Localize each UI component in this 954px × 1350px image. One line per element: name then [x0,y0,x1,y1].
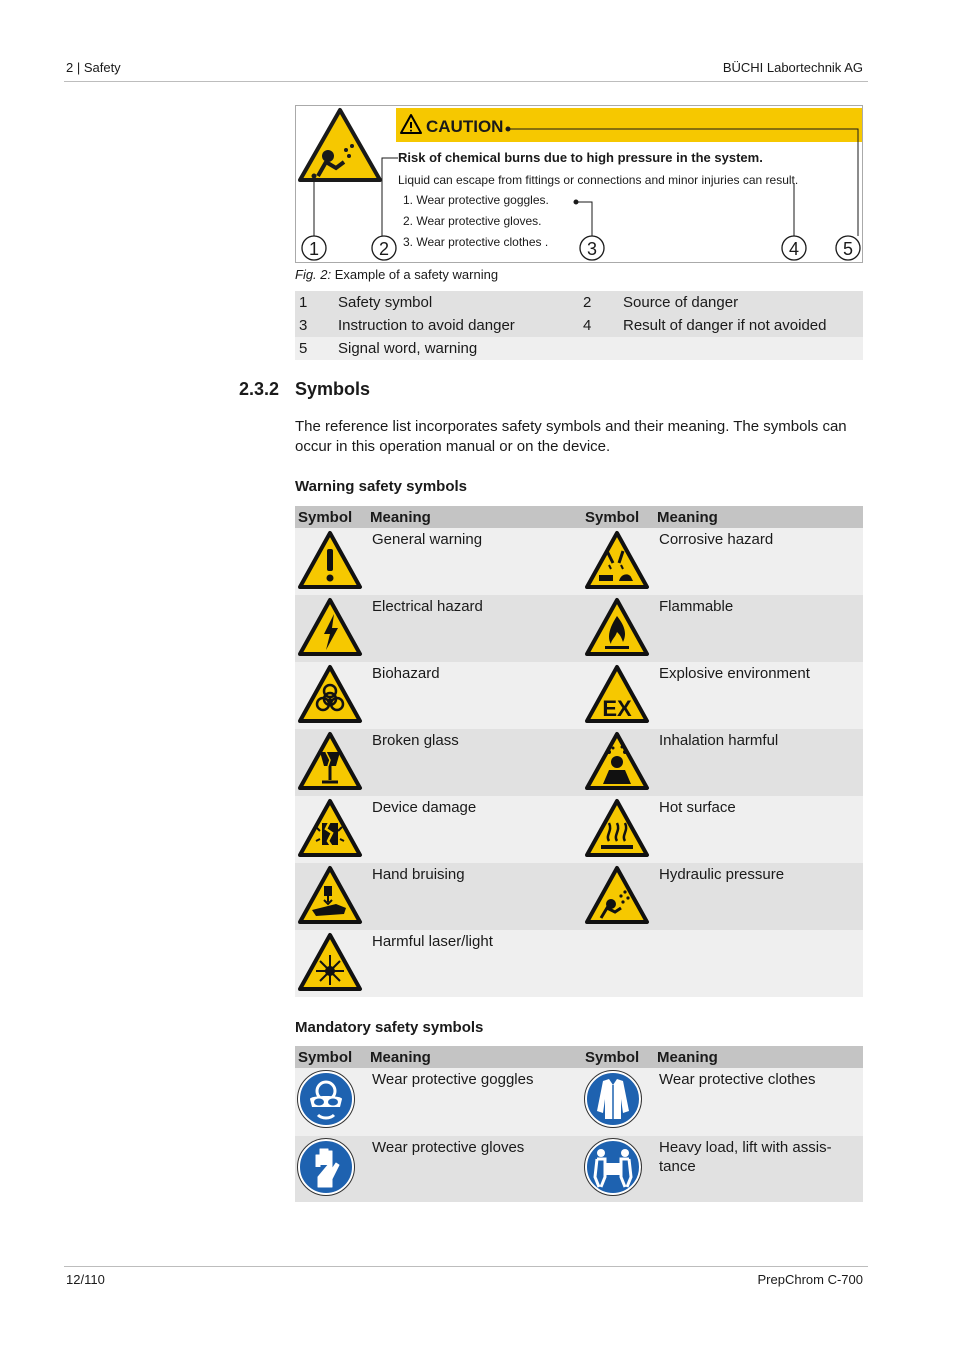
table-row [295,528,863,595]
legend-text: Signal word, warning [334,337,579,360]
figure-danger-line: Risk of chemical burns due to high pressure in the system. [398,150,763,165]
legend-text: Instruction to avoid danger [334,314,579,337]
page-number: 12/110 [66,1272,105,1287]
legend-text [619,337,863,360]
col-meaning: Meaning [367,1046,582,1068]
device-damage-icon [296,846,364,863]
col-symbol: Symbol [295,1046,367,1068]
safety-warning-figure [295,105,863,263]
symbol-cell [582,930,654,997]
meaning-cell: Hydraulic pressure [654,863,863,930]
legend-row [295,337,863,360]
legend-number: 4 [579,314,619,337]
hot-surface-icon [583,846,651,863]
meaning-cell: General warning [367,528,582,595]
table-row [295,729,863,796]
symbol-cell [295,662,367,729]
meaning-cell [654,930,863,997]
meaning-cell: Inhalation harmful [654,729,863,796]
table-header-row [295,506,863,528]
meaning-cell: Broken glass [367,729,582,796]
symbol-cell [582,528,654,595]
symbol-cell [295,1068,367,1136]
col-symbol: Symbol [582,1046,654,1068]
mandatory-symbols-heading: Mandatory safety symbols [295,1019,484,1036]
warning-symbols-table [295,506,863,997]
symbol-cell [582,729,654,796]
symbol-cell [295,863,367,930]
callout-1: 1 [308,239,320,259]
header-rule [64,81,868,82]
legend-text: Result of danger if not avoided [619,314,863,337]
symbol-cell [582,595,654,662]
laser-icon [296,980,364,997]
product-name: PrepChrom C-700 [757,1272,863,1287]
meaning-cell: Electrical hazard [367,595,582,662]
table-header-row [295,1046,863,1068]
figure-step-3: 3. Wear protective clothes . [403,235,549,249]
symbol-cell [295,528,367,595]
meaning-cell: Harmful laser/light [367,930,582,997]
ex-icon [583,696,651,729]
caption-text: Example of a safety warning [331,267,499,282]
legend-number: 1 [295,291,334,314]
legend-number: 3 [295,314,334,337]
callout-5: 5 [842,239,854,259]
meaning-cell: Flammable [654,595,863,662]
col-symbol: Symbol [295,506,367,528]
legend-row [295,291,863,314]
flame-icon [583,645,651,662]
section-number: 2.3.2 [239,379,280,399]
symbol-cell [582,863,654,930]
goggles-icon [296,1116,356,1133]
broken-glass-icon [296,779,364,796]
col-meaning: Meaning [654,1046,863,1068]
figure-caption [295,267,498,282]
symbol-cell [295,595,367,662]
meaning-cell: Wear protective clothes [654,1068,863,1136]
legend-text: Source of danger [619,291,863,314]
section-intro: The reference list incorporates safety symbols and their meaning. The symbols can occur in this operation manual or on the device. [295,418,847,455]
protective-clothes-icon [583,1116,643,1133]
meaning-cell: Corrosive hazard [654,528,863,595]
symbol-cell [295,1136,367,1202]
meaning-cell: Biohazard [367,662,582,729]
section-heading [239,379,370,400]
table-row [295,863,863,930]
legend-number [579,337,619,360]
mandatory-symbols-table [295,1046,863,1202]
figure-signal-word: CAUTION [426,117,504,136]
col-meaning: Meaning [367,506,582,528]
caption-prefix: Fig. 2: [295,267,332,282]
inhalation-icon [583,779,651,796]
meaning-cell: Device damage [367,796,582,863]
lightning-icon [296,645,364,662]
symbol-cell [295,729,367,796]
symbol-cell [582,796,654,863]
callout-2: 2 [378,239,390,259]
symbol-cell [582,1068,654,1136]
symbol-cell [582,662,654,729]
meaning-cell: Explosive environment [654,662,863,729]
col-symbol: Symbol [582,506,654,528]
col-meaning: Meaning [654,506,863,528]
hand-bruising-icon [296,913,364,930]
symbol-cell [295,796,367,863]
meaning-cell: Wear protective gloves [367,1136,582,1202]
table-row [295,1136,863,1202]
table-row [295,1068,863,1136]
meaning-cell: Wear protective goggles [367,1068,582,1136]
section-title: Symbols [295,379,371,399]
table-row [295,930,863,997]
figure-legend-table [295,291,863,360]
meaning-cell: Hot surface [654,796,863,863]
figure-step-1: 1. Wear protective goggles. [403,193,549,207]
table-row [295,662,863,729]
legend-number: 2 [579,291,619,314]
table-row [295,595,863,662]
meaning-cell: Heavy load, lift with assis-tance [654,1136,863,1202]
header-section: 2 | Safety [66,60,121,75]
exclamation-icon [296,578,364,595]
symbol-cell [295,930,367,997]
corrosive-icon [583,578,651,595]
callout-4: 4 [788,239,800,259]
figure-result-line: Liquid can escape from fittings or connections and minor injuries can result. [398,173,799,187]
symbol-cell [582,1136,654,1202]
biohazard-icon [296,712,364,729]
legend-number: 5 [295,337,334,360]
callout-3: 3 [586,239,598,259]
svg-text:EX: EX [602,696,632,721]
table-row [295,796,863,863]
meaning-cell: Hand bruising [367,863,582,930]
header-company: BÜCHI Labortechnik AG [722,60,863,75]
legend-row [295,314,863,337]
hydraulic-pressure-icon [583,913,651,930]
warning-symbols-heading: Warning safety symbols [295,478,467,495]
gloves-icon [296,1184,356,1201]
figure-step-2: 2. Wear protective gloves. [403,214,542,228]
legend-text: Safety symbol [334,291,579,314]
two-person-lift-icon [583,1184,643,1201]
footer-rule [64,1266,868,1267]
